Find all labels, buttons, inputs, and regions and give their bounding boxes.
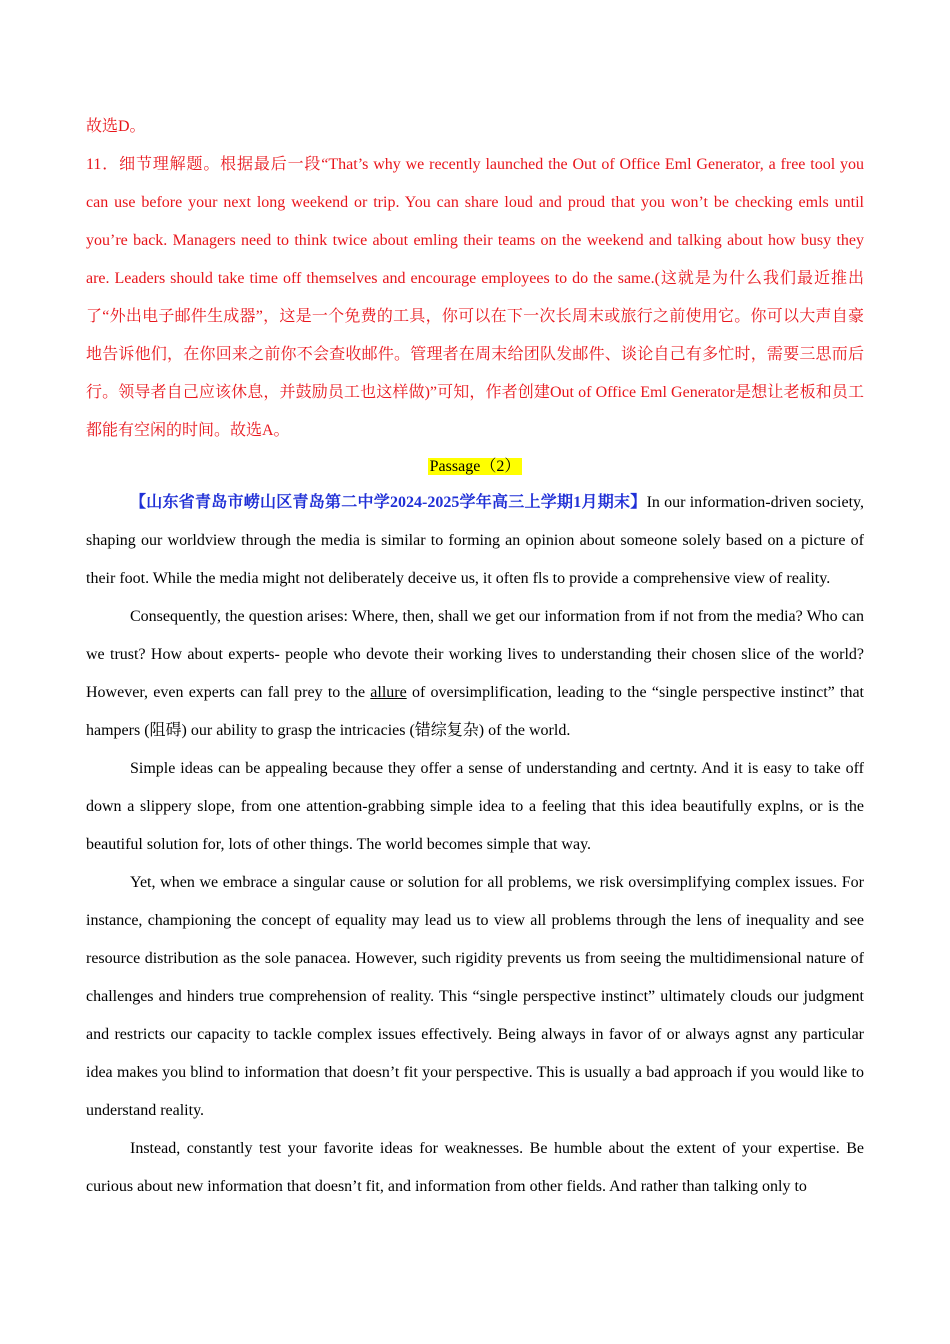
source-citation: 【山东省青岛市崂山区青岛第二中学2024-2025学年高三上学期1月期末】 — [130, 494, 647, 511]
passage-heading — [86, 450, 864, 484]
paragraph-1 — [86, 484, 864, 598]
question-11-explanation: 11．细节理解题。根据最后一段“That’s why we recently launched the Out of Office Eml Generator, a free tool you can use before your next long weekend or trip. You can share loud and proud that you won’t be checking emls until you’re back. Managers need to think twice about emling their teams on the weekend and talking about how busy they are. Leaders should take time off themselves and encourage employees to do the same.(这就是为什么我们最近推出了“外出电子邮件生成器”，这是一个免费的工具，你可以在下一次长周末或旅行之前使用它。你可以大声自豪地告诉他们，在你回来之前你不会查收邮件。管理者在周末给团队发邮件、谈论自己有多忙时，需要三思而后行。领导者自己应该休息，并鼓励员工也这样做)”可知，作者创建Out of Office Eml Generator是想让老板和员工都能有空闲的时间。故选A。 — [86, 156, 864, 439]
paragraph-2-part-b: of oversimplification, leading to the “single perspective instinct” that hampers (阻碍) our ability to grasp the intricacies (错综复杂) of the world. — [86, 684, 864, 739]
paragraph-3: Simple ideas can be appealing because they offer a sense of understanding and certnty. And it is easy to take off down a slippery slope, from one attention-grabbing simple idea to a feeling that this idea beautifully explns, or is the beautiful solution for, lots of other things. The world becomes simple that way. — [86, 760, 864, 853]
passage-title: Passage（2） — [429, 458, 521, 475]
document-body — [86, 108, 864, 1206]
paragraph-2-part-a: Consequently, the question arises: Where, then, shall we get our information from if not from the media? Who can we trust? How about experts- people who devote their working lives to understanding their chosen slice of the world? However, even experts can fall prey to the — [86, 608, 864, 701]
paragraph-4: Yet, when we embrace a singular cause or solution for all problems, we risk oversimplifying complex issues. For instance, championing the concept of equality may lead us to view all problems through the lens of inequality and see resource distribution as the sole panacea. However, such rigidity prevents us from seeing the multidimensional nature of challenges and hinders true comprehension of reality. This “single perspective instinct” ultimately clouds our judgment and restricts our capacity to tackle complex issues effectively. Being always in favor of or always agnst any particular idea makes you blind to information that doesn’t fit your perspective. This is usually a bad approach if you would like to understand reality. — [86, 874, 864, 1119]
paragraph-1-text: In our information-driven society, shaping our worldview through the media is similar to forming an opinion about someone solely based on a picture of their foot. While the media might not deliberately deceive us, it often fls to provide a comprehensive view of reality. — [86, 494, 864, 587]
paragraph-5: Instead, constantly test your favorite ideas for weaknesses. Be humble about the extent of your expertise. Be curious about new information that doesn’t fit, and information from other fields. And rather than talking only to — [86, 1140, 864, 1195]
answer-line: 故选D。 — [86, 118, 146, 135]
underlined-word: allure — [370, 684, 407, 701]
paragraph-2 — [86, 598, 864, 750]
